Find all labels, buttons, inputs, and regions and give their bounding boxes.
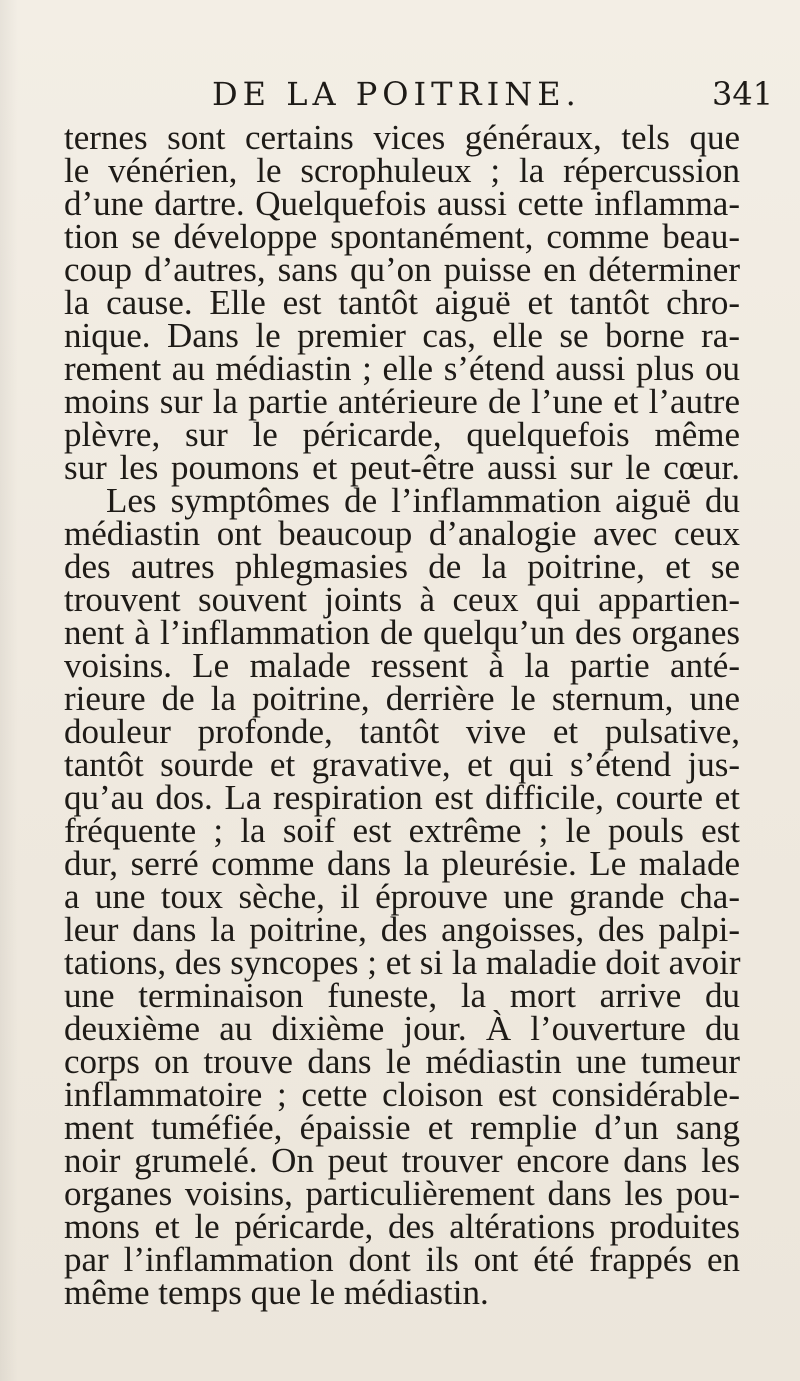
text-line: ternes sont certains vices généraux, tels que (64, 118, 740, 157)
text-line: qu’au dos. La respiration est difficile, courte et (64, 778, 740, 817)
text-line: noir grumelé. On peut trouver encore dans les (64, 1141, 740, 1180)
page-edge-shadow (0, 0, 18, 1381)
text-line: plèvre, sur le péricarde, quelquefois même (64, 415, 740, 454)
text-line: nique. Dans le premier cas, elle se borne ra- (64, 316, 740, 355)
text-line: mons et le péricarde, des altérations produites (64, 1207, 740, 1246)
text-line: a une toux sèche, il éprouve une grande cha- (64, 877, 740, 916)
text-line: une terminaison funeste, la mort arrive du (64, 976, 740, 1015)
text-line: rieure de la poitrine, derrière le sternum, une (64, 679, 740, 718)
text-line: sur les poumons et peut-être aussi sur le cœur. (64, 448, 740, 487)
text-line: nent à l’inflammation de quelqu’un des organes (64, 613, 740, 652)
text-line: moins sur la partie antérieure de l’une et l’autre (64, 382, 740, 421)
text-line: inflammatoire ; cette cloison est considérable- (64, 1075, 740, 1114)
text-line: tion se développe spontanément, comme beau- (64, 217, 740, 256)
text-line: voisins. Le malade ressent à la partie anté- (64, 646, 740, 685)
text-line: rement au médiastin ; elle s’étend aussi plus ou (64, 349, 740, 388)
text-line: trouvent souvent joints à ceux qui appartien- (64, 580, 740, 619)
text-line: douleur profonde, tantôt vive et pulsative, (64, 712, 740, 751)
paragraph-last-line: même temps que le médiastin. (64, 1273, 489, 1312)
text-line: leur dans la poitrine, des angoisses, des palpi- (64, 910, 740, 949)
text-line: d’une dartre. Quelquefois aussi cette inflamma- (64, 184, 740, 223)
text-line: coup d’autres, sans qu’on puisse en déterminer (64, 250, 740, 289)
text-line: par l’inflammation dont ils ont été frappés en (64, 1240, 740, 1279)
text-line: deuxième au dixième jour. À l’ouverture du (64, 1009, 740, 1048)
text-line: tantôt sourde et gravative, et qui s’étend jus- (64, 745, 740, 784)
text-line: organes voisins, particulièrement dans les pou- (64, 1174, 740, 1213)
text-line: des autres phlegmasies de la poitrine, et se (64, 547, 740, 586)
text-line: tations, des syncopes ; et si la maladie doit avoir (64, 943, 741, 982)
text-line: le vénérien, le scrophuleux ; la répercussion (64, 151, 740, 190)
text-line: corps on trouve dans le médiastin une tumeur (64, 1042, 740, 1081)
text-line: fréquente ; la soif est extrême ; le pouls est (64, 811, 740, 850)
running-title: DE LA POITRINE. (212, 75, 581, 113)
text-line: médiastin ont beaucoup d’analogie avec ceux (64, 514, 740, 553)
running-header (0, 74, 800, 124)
text-line: la cause. Elle est tantôt aiguë et tantôt chro- (64, 283, 740, 322)
paragraph-first-line: Les symptômes de l’inflammation aiguë du (106, 481, 740, 520)
text-line: ment tuméfiée, épaissie et remplie d’un sang (64, 1108, 740, 1147)
text-line: dur, serré comme dans la pleurésie. Le malade (64, 844, 740, 883)
page-number: 341 (712, 75, 774, 113)
